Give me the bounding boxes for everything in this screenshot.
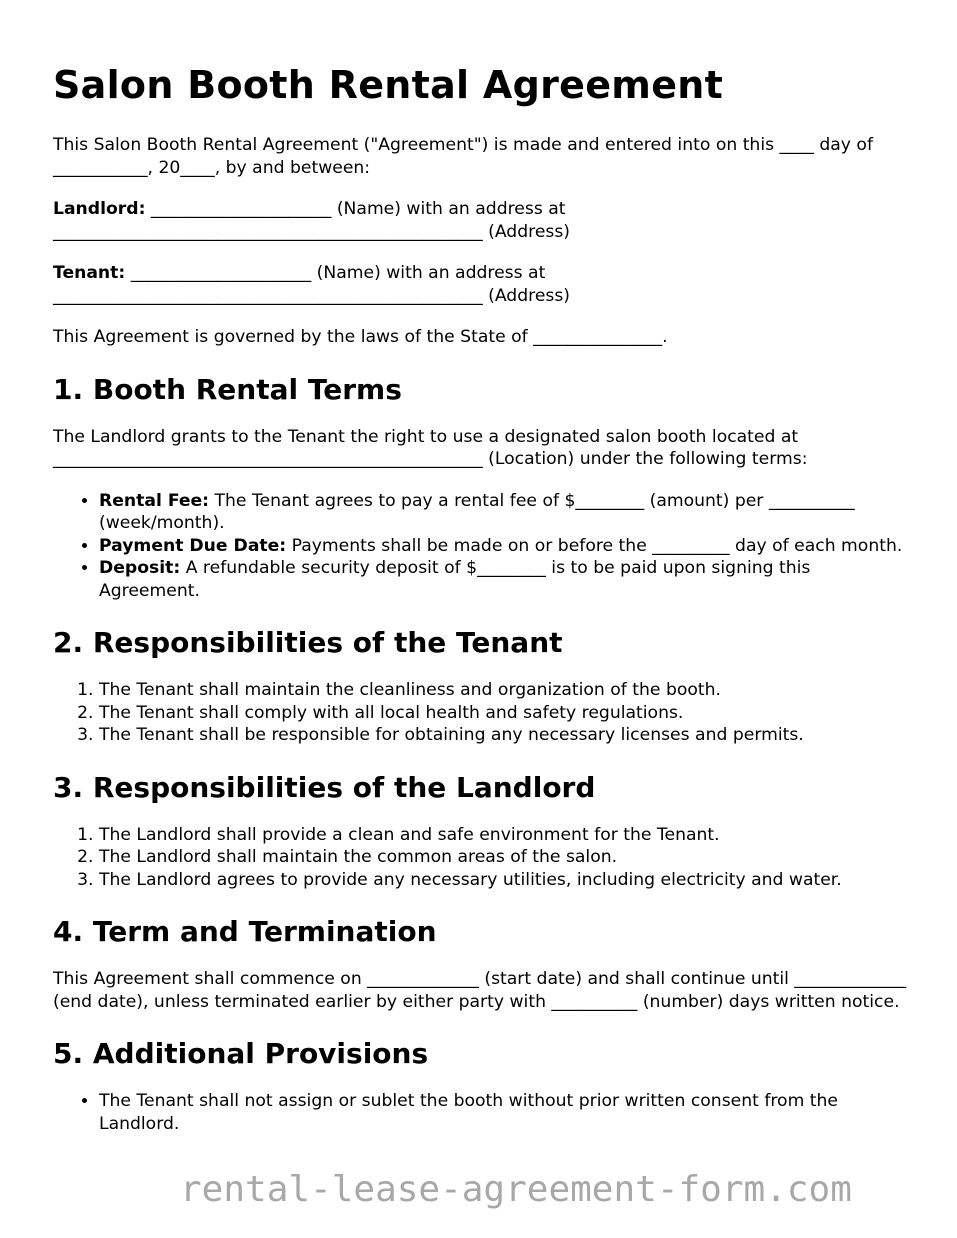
agreement-document <box>53 62 913 1154</box>
tenant-responsibilities-list <box>53 679 913 747</box>
list-item: • The Tenant shall not assign or sublet the booth without prior written consent from the Landlord. <box>99 1090 913 1135</box>
section-heading-tenant-responsibilities: 2. Responsibilities of the Tenant <box>53 626 563 659</box>
list-item-rental-fee <box>99 490 913 535</box>
tenant-text: _____________________ (Name) with an address at __________________________________________________ (Address) <box>53 263 571 306</box>
watermark-text: rental-lease-agreement-form.com <box>180 1169 852 1210</box>
section-heading-additional-provisions: 5. Additional Provisions <box>53 1037 429 1070</box>
term-and-termination-paragraph: This Agreement shall commence on _____________ (start date) and shall continue until _____________ (end date), unless terminated earlier by either party with __________ (number) days written notice. <box>53 969 907 1012</box>
additional-provisions-list <box>53 1090 913 1135</box>
tenant-label: Tenant: <box>53 263 126 283</box>
landlord-text: _____________________ (Name) with an address at __________________________________________________ (Address) <box>53 199 571 242</box>
governing-law-paragraph: This Agreement is governed by the laws of the State of _______________. <box>53 327 668 347</box>
list-item: 2. The Tenant shall comply with all local health and safety regulations. <box>99 702 913 725</box>
deposit-label: Deposit: <box>99 558 181 578</box>
list-item: 2. The Landlord shall maintain the common areas of the salon. <box>99 846 913 869</box>
list-item: 3. The Landlord agrees to provide any necessary utilities, including electricity and water. <box>99 869 913 892</box>
list-item-payment-due-date <box>99 535 913 558</box>
list-item-deposit <box>99 557 913 602</box>
landlord-label: Landlord: <box>53 199 146 219</box>
list-item: 3. The Tenant shall be responsible for obtaining any necessary licenses and permits. <box>99 724 913 747</box>
payment-due-date-text: Payments shall be made on or before the _________ day of each month. <box>286 535 903 556</box>
landlord-responsibilities-list <box>53 824 913 892</box>
intro-paragraph: This Salon Booth Rental Agreement ("Agreement") is made and entered into on this ____ day of ___________, 20____, by and between: <box>53 135 873 178</box>
deposit-text: A refundable security deposit of $________ is to be paid upon signing this Agreement. <box>99 558 811 601</box>
list-item: 1. The Tenant shall maintain the cleanliness and organization of the booth. <box>99 679 913 702</box>
landlord-paragraph <box>53 198 913 243</box>
booth-rental-terms-list <box>53 490 913 603</box>
rental-fee-label: Rental Fee: <box>99 490 210 511</box>
booth-rental-intro: The Landlord grants to the Tenant the right to use a designated salon booth located at __________________________________________________ (Location) under the following terms: <box>53 426 808 469</box>
document-title: Salon Booth Rental Agreement <box>53 63 724 107</box>
section-heading-landlord-responsibilities: 3. Responsibilities of the Landlord <box>53 770 596 804</box>
section-heading-term-and-termination: 4. Term and Termination <box>53 915 437 948</box>
payment-due-date-label: Payment Due Date: <box>99 535 287 556</box>
rental-fee-text: The Tenant agrees to pay a rental fee of $________ (amount) per __________ (week/month). <box>99 490 855 533</box>
list-item: 1. The Landlord shall provide a clean and safe environment for the Tenant. <box>99 824 913 847</box>
section-heading-booth-rental-terms: 1. Booth Rental Terms <box>53 372 402 406</box>
tenant-paragraph <box>53 262 913 307</box>
